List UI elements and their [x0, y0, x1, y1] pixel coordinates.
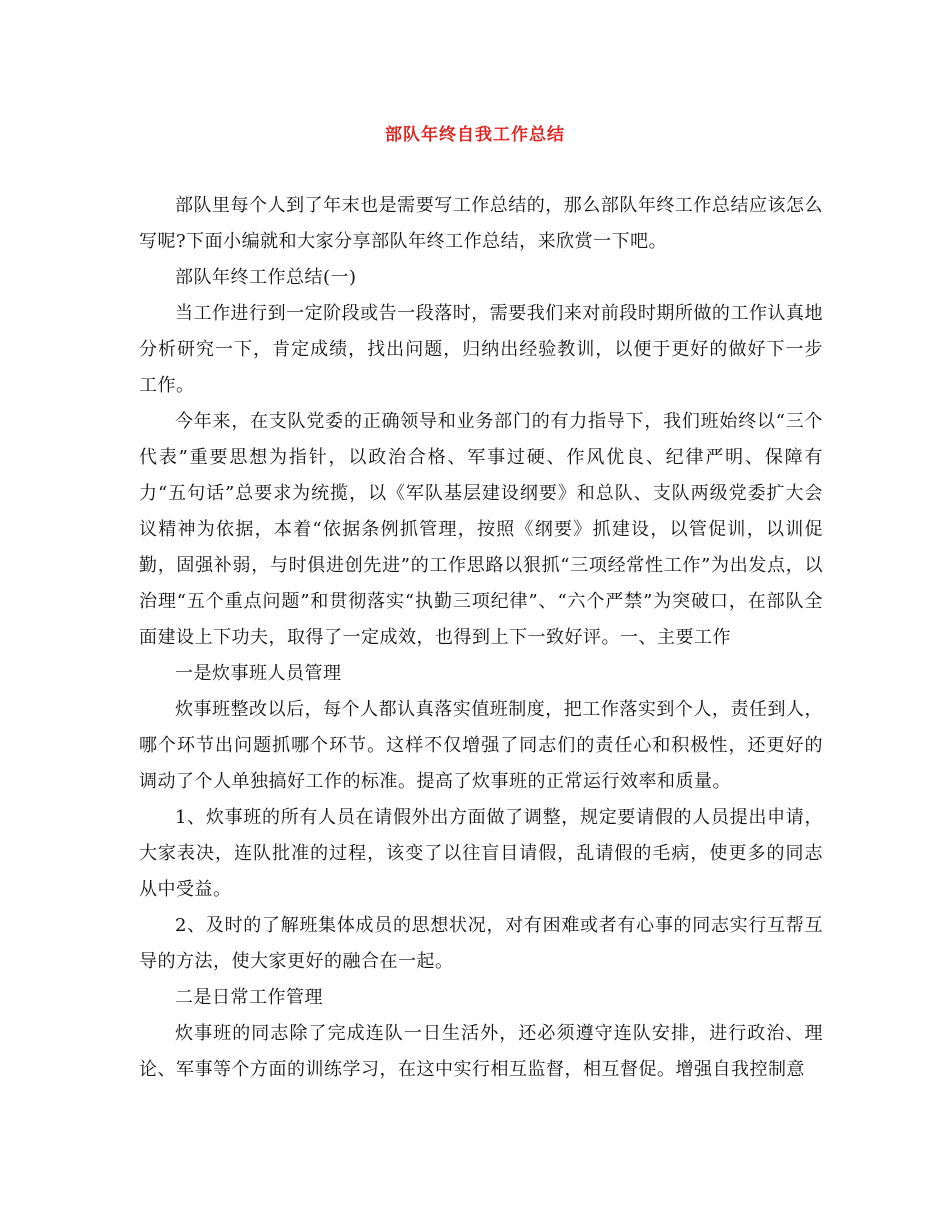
body-paragraph: 今年来，在支队党委的正确领导和业务部门的有力指导下，我们班始终以“三个代表”重要思想为指针，以政治合格、军事过硬、作风优良、纪律严明、保障有力“五句话”总要求为统揽，以《军队基层建设纲要》和总队、支队两级党委扩大会议精神为依据，本着“依据条例抓管理，按照《纲要》抓建设，以管促训，以训促勤，固强补弱，与时俱进创先进”的工作思路以狠抓“三项经常性工作”为出发点，以治理“五个重点问题”和贯彻落实“执勤三项纪律”、“六个严禁”为突破口，在部队全面建设上下功夫，取得了一定成效，也得到上下一致好评。一、主要工作 — [139, 411, 823, 648]
document-title: 部队年终自我工作总结 — [385, 125, 565, 145]
intro-paragraph: 部队里每个人到了年末也是需要写工作总结的，那么部队年终工作总结应该怎么写呢?下面小编就和大家分享部队年终工作总结，来欣赏一下吧。 — [139, 195, 823, 252]
subsection-heading: 二是日常工作管理 — [175, 987, 323, 1008]
list-item-paragraph: 2、及时的了解班集体成员的思想状况，对有困难或者有心事的同志实行互帮互导的方法，使大家更好的融合在一起。 — [139, 915, 823, 972]
section-heading: 部队年终工作总结(一) — [175, 267, 357, 288]
list-item-paragraph: 1、炊事班的所有人员在请假外出方面做了调整，规定要请假的人员提出申请，大家表决，连队批准的过程，该变了以往盲目请假，乱请假的毛病，使更多的同志从中受益。 — [139, 807, 823, 900]
body-paragraph: 炊事班整改以后，每个人都认真落实值班制度，把工作落实到个人，责任到人，哪个环节出问题抓哪个环节。这样不仅增强了同志们的责任心和积极性，还更好的调动了个人单独搞好工作的标准。提高了炊事班的正常运行效率和质量。 — [139, 699, 823, 792]
body-paragraph: 当工作进行到一定阶段或告一段落时，需要我们来对前段时期所做的工作认真地分析研究一下，肯定成绩，找出问题，归纳出经验教训，以便于更好的做好下一步工作。 — [139, 303, 823, 396]
body-paragraph: 炊事班的同志除了完成连队一日生活外，还必须遵守连队安排，进行政治、理论、军事等个方面的训练学习，在这中实行相互监督，相互督促。增强自我控制意 — [139, 1023, 823, 1080]
subsection-heading: 一是炊事班人员管理 — [175, 663, 342, 684]
document-body — [139, 188, 823, 1088]
